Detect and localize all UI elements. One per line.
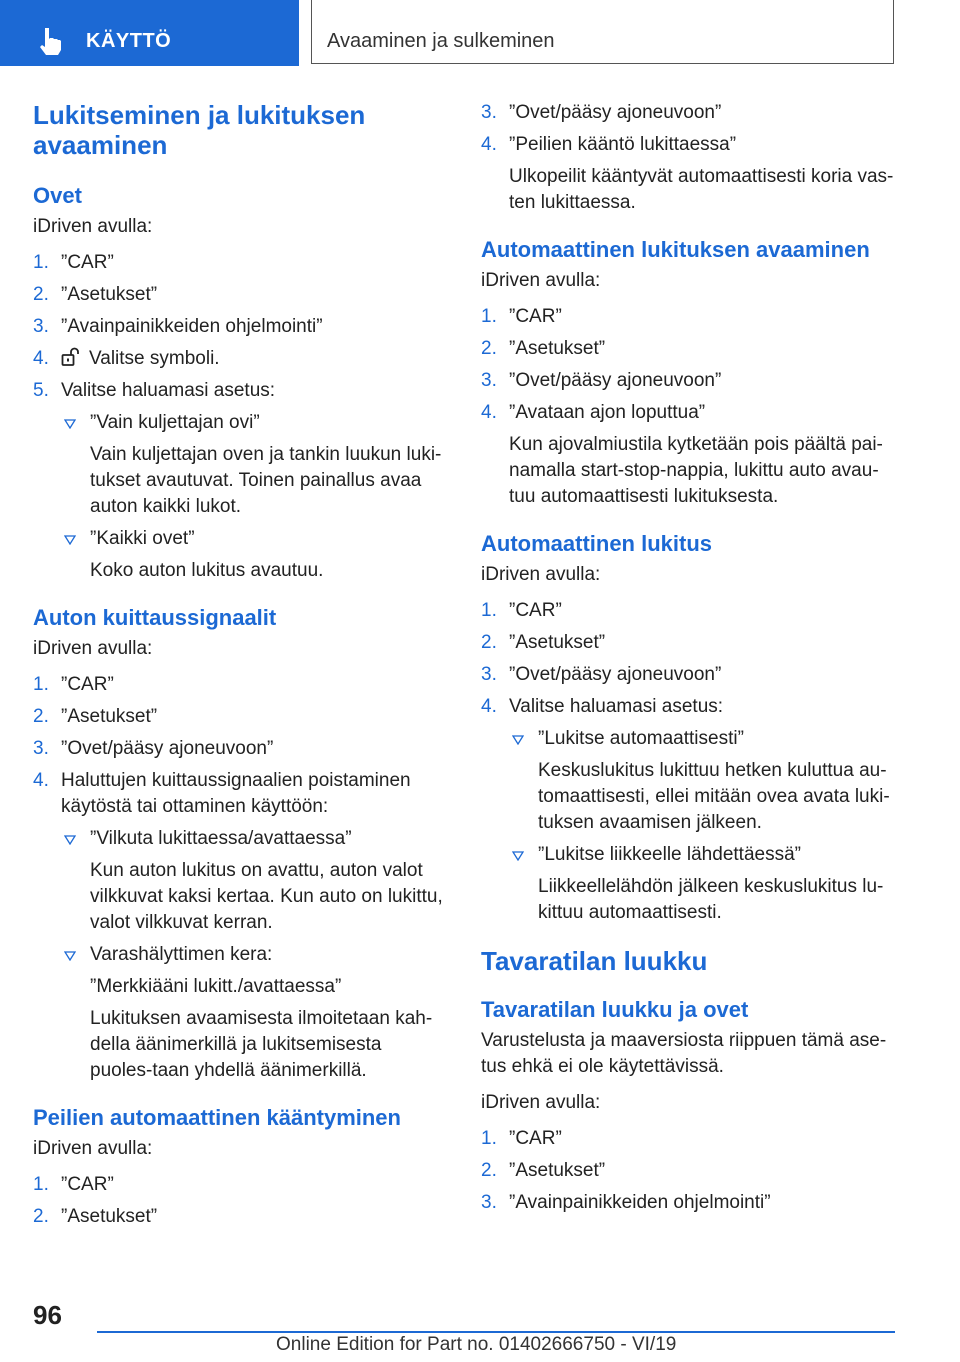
- option-item: [61, 942, 448, 1084]
- option-item: [61, 526, 448, 584]
- step-number: 3.: [481, 664, 497, 685]
- mirrors-lead: iDriven avulla:: [33, 1138, 153, 1159]
- list-item: [481, 1126, 896, 1152]
- list-item: [33, 346, 448, 372]
- step-text: ”Avataan ajon loputtua”: [509, 402, 706, 423]
- list-item: [481, 630, 896, 656]
- doors-steps: [33, 250, 448, 584]
- step-number: 1.: [33, 674, 49, 695]
- step-text: ”Asetukset”: [61, 284, 158, 305]
- option-title: ”Lukitse automaattisesti”: [538, 728, 744, 749]
- list-item: [481, 694, 896, 926]
- option-list: [61, 826, 448, 1084]
- option-desc: Keskuslukitus lukittuu hetken kuluttua au-tomaattisesti, ellei mitään ovea avata luki-tuksen avaamisen jälkeen.: [538, 760, 890, 833]
- step-text: Valitse haluamasi asetus:: [61, 380, 276, 401]
- page-header: [0, 0, 960, 66]
- step-number: 5.: [33, 380, 49, 401]
- step-number: 4.: [33, 770, 49, 791]
- edition-text: Online Edition for Part no. 01402666750 - VI/19: [276, 1334, 677, 1355]
- step-text: ”Peilien kääntö lukittaessa”: [509, 134, 737, 155]
- option-desc: Liikkeellelähdön jälkeen keskuslukitus lu-kittuu automaattisesti.: [538, 876, 884, 923]
- footer-divider: [97, 1331, 895, 1333]
- step-number: 2.: [481, 338, 497, 359]
- option-desc: Kun auton lukitus on avattu, auton valot vilkkuvat kaksi kertaa. Kun auto on lukittu, valot vilkkuvat kerran.: [90, 860, 443, 933]
- tailgate-steps: [481, 1126, 896, 1216]
- list-item: [33, 704, 448, 730]
- option-item: [61, 410, 448, 520]
- step-text: ”CAR”: [61, 1174, 114, 1195]
- tailgate-subheading: Tavaratilan luukku ja ovet: [481, 997, 749, 1022]
- option-list: [61, 410, 448, 584]
- auto-lock-lead: iDriven avulla:: [481, 564, 601, 585]
- step-number: 4.: [481, 402, 497, 423]
- step-text: Valitse haluamasi asetus:: [509, 696, 724, 717]
- step-text: ”Asetukset”: [509, 338, 606, 359]
- triangle-bullet-icon: [64, 535, 76, 545]
- step-text: ”Asetukset”: [61, 1206, 158, 1227]
- step-desc: Kun ajovalmiustila kytketään pois päältä pai-namalla start-stop-nappia, lukittu auto avau-tuu automaattisesti lukituksesta.: [509, 434, 883, 507]
- list-item: [481, 336, 896, 362]
- signals-steps: [33, 672, 448, 1084]
- triangle-bullet-icon: [64, 419, 76, 429]
- list-item: [481, 368, 896, 394]
- option-desc: Vain kuljettajan oven ja tankin luukun luki-tukset avautuvat. Toinen painallus avaa auton kaikki lukot.: [90, 444, 442, 517]
- step-number: 4.: [481, 696, 497, 717]
- mirrors-steps-continued: [481, 100, 896, 216]
- mirrors-steps: [33, 1172, 448, 1230]
- step-text: ”Ovet/pääsy ajoneuvoon”: [509, 102, 722, 123]
- list-item: [33, 1172, 448, 1198]
- option-desc-2: Lukituksen avaamisesta ilmoitetaan kah-della äänimerkillä ja lukitsemisesta puoles-taan yhdellä äänimerkillä.: [90, 1008, 433, 1081]
- step-text: ”CAR”: [61, 252, 114, 273]
- step-desc: Ulkopeilit kääntyvät automaattisesti koria vas-ten lukittaessa.: [509, 166, 894, 213]
- section-title-box: [311, 0, 894, 64]
- auto-lock-steps: [481, 598, 896, 926]
- step-number: 3.: [33, 738, 49, 759]
- step-text: ”Ovet/pääsy ajoneuvoon”: [61, 738, 274, 759]
- tailgate-heading: Tavaratilan luukku: [481, 946, 708, 976]
- list-item: [481, 662, 896, 688]
- triangle-bullet-icon: [64, 951, 76, 961]
- option-desc: Koko auton lukitus avautuu.: [90, 560, 324, 581]
- step-number: 3.: [481, 1192, 497, 1213]
- step-number: 3.: [481, 370, 497, 391]
- option-title: ”Vain kuljettajan ovi”: [90, 412, 260, 433]
- page-number: 96: [33, 1300, 62, 1330]
- step-text: ”CAR”: [509, 600, 562, 621]
- step-number: 2.: [33, 284, 49, 305]
- list-item: [481, 598, 896, 624]
- list-item: [481, 100, 896, 126]
- list-item: [33, 314, 448, 340]
- step-text: ”CAR”: [509, 306, 562, 327]
- step-number: 3.: [481, 102, 497, 123]
- doors-heading: Ovet: [33, 183, 82, 208]
- list-item: [33, 378, 448, 584]
- list-item: [481, 1190, 896, 1216]
- step-text: ”CAR”: [509, 1128, 562, 1149]
- list-item: [33, 736, 448, 762]
- step-text: ”Asetukset”: [509, 1160, 606, 1181]
- step-text: ”CAR”: [61, 674, 114, 695]
- option-title: ”Kaikki ovet”: [90, 528, 195, 549]
- unlock-icon: [61, 347, 79, 367]
- list-item: [481, 132, 896, 216]
- step-number: 1.: [481, 600, 497, 621]
- right-column: [481, 100, 896, 1222]
- step-number: 4.: [33, 348, 49, 369]
- step-text: ”Ovet/pääsy ajoneuvoon”: [509, 370, 722, 391]
- left-column: [33, 100, 448, 1236]
- list-item: [33, 282, 448, 308]
- list-item: [33, 672, 448, 698]
- step-number: 2.: [33, 706, 49, 727]
- signals-heading: Auton kuittaussignaalit: [33, 605, 277, 630]
- step-text: ”Ovet/pääsy ajoneuvoon”: [509, 664, 722, 685]
- list-item: [33, 250, 448, 276]
- step-number: 4.: [481, 134, 497, 155]
- triangle-bullet-icon: [64, 835, 76, 845]
- step-number: 2.: [33, 1206, 49, 1227]
- step-number: 1.: [481, 1128, 497, 1149]
- section-title: Avaaminen ja sulkeminen: [327, 30, 555, 52]
- step-text: ”Avainpainikkeiden ohjelmointi”: [509, 1192, 771, 1213]
- option-item: [509, 726, 896, 836]
- option-list: [509, 726, 896, 926]
- list-item: [481, 400, 896, 510]
- step-number: 1.: [33, 1174, 49, 1195]
- tailgate-lead: iDriven avulla:: [481, 1092, 601, 1113]
- step-number: 2.: [481, 1160, 497, 1181]
- triangle-bullet-icon: [512, 735, 524, 745]
- auto-unlock-lead: iDriven avulla:: [481, 270, 601, 291]
- option-title: Varashälyttimen kera:: [90, 944, 273, 965]
- option-title: ”Vilkuta lukittaessa/avattaessa”: [90, 828, 352, 849]
- step-number: 3.: [33, 316, 49, 337]
- chapter-label: KÄYTTÖ: [86, 30, 172, 52]
- auto-lock-heading: Automaattinen lukitus: [481, 531, 713, 556]
- list-item: [33, 768, 448, 1084]
- step-text: Valitse symboli.: [89, 348, 220, 369]
- list-item: [481, 304, 896, 330]
- step-number: 2.: [481, 632, 497, 653]
- step-text: ”Asetukset”: [509, 632, 606, 653]
- pointing-hand-icon: [36, 26, 66, 56]
- main-heading: Lukitseminen ja lukituksen avaaminen: [33, 100, 366, 160]
- option-title: ”Lukitse liikkeelle lähdettäessä”: [538, 844, 801, 865]
- auto-unlock-steps: [481, 304, 896, 510]
- chapter-tab: [0, 0, 299, 66]
- step-text: ”Asetukset”: [61, 706, 158, 727]
- step-number: 1.: [481, 306, 497, 327]
- signals-lead: iDriven avulla:: [33, 638, 153, 659]
- option-item: [509, 842, 896, 926]
- step-text: Haluttujen kuittaussignaalien poistaminen käytöstä tai ottaminen käyttöön:: [61, 770, 411, 817]
- doors-lead: iDriven avulla:: [33, 216, 153, 237]
- auto-unlock-heading: Automaattinen lukituksen avaaminen: [481, 237, 870, 262]
- step-text: ”Avainpainikkeiden ohjelmointi”: [61, 316, 323, 337]
- list-item: [481, 1158, 896, 1184]
- option-desc: ”Merkkiääni lukitt./avattaessa”: [90, 976, 342, 997]
- mirrors-heading: Peilien automaattinen kääntyminen: [33, 1105, 401, 1130]
- option-item: [61, 826, 448, 936]
- list-item: [33, 1204, 448, 1230]
- triangle-bullet-icon: [512, 851, 524, 861]
- step-number: 1.: [33, 252, 49, 273]
- tailgate-note: Varustelusta ja maaversiosta riippuen tämä ase-tus ehkä ei ole käytettävissä.: [481, 1030, 887, 1077]
